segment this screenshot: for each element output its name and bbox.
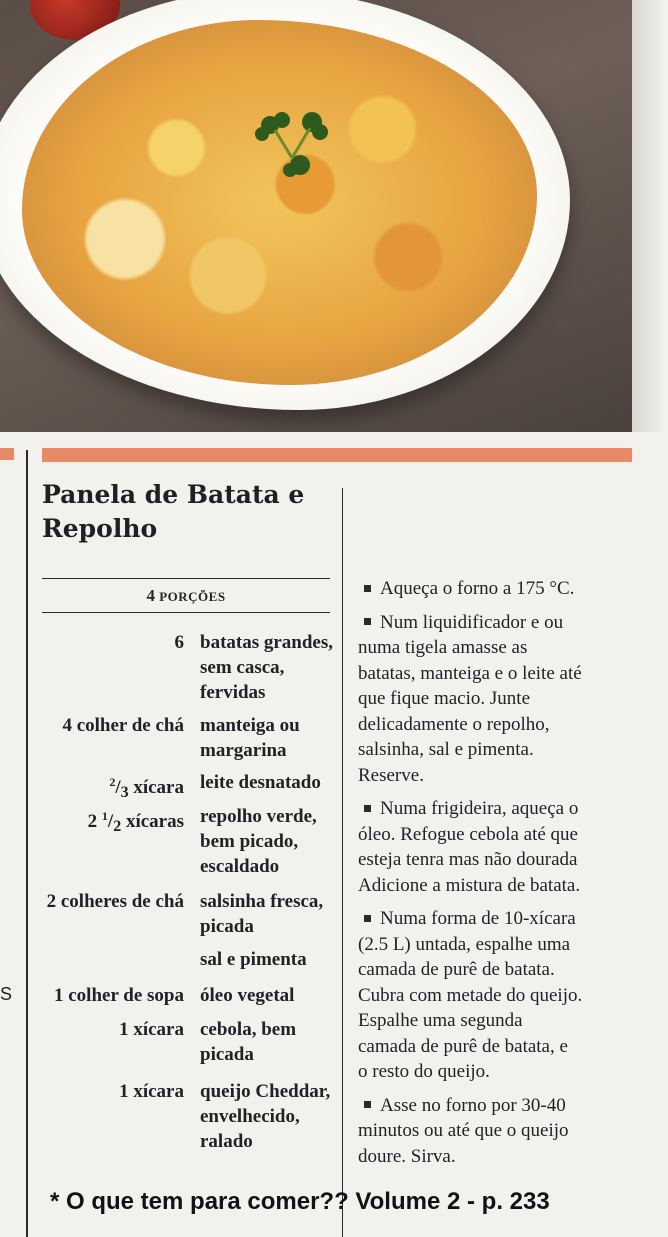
- ingredient-name: [200, 889, 335, 939]
- bullet-icon: [364, 805, 371, 812]
- direction-line: camada de purê de batata.: [358, 959, 555, 980]
- ingredient-name-line: sem casca,: [200, 657, 285, 678]
- direction-line: que fique macio. Junte: [358, 688, 531, 709]
- ingredient-name-line: bem picado,: [200, 831, 299, 852]
- direction-line: numa tigela amasse as: [358, 637, 528, 658]
- direction-line: esteja tenra mas não dourada: [358, 849, 578, 870]
- bullet-icon: [364, 618, 371, 625]
- direction-line: Num liquidificador e ou: [380, 611, 564, 633]
- accent-rule-left: [0, 448, 14, 460]
- servings: [44, 586, 328, 606]
- ingredient-name-line: óleo vegetal: [200, 985, 295, 1006]
- ingredient-name: [200, 983, 335, 1008]
- direction-line: minutos ou até que o queijo: [358, 1120, 569, 1141]
- direction-line: o resto do queijo.: [358, 1061, 490, 1082]
- ingredient-name-line: leite desnatado: [200, 772, 321, 793]
- ingredient-name: [200, 630, 335, 705]
- direction-line: Espalhe uma segunda: [358, 1010, 523, 1031]
- stray-letter: S: [0, 984, 13, 1004]
- ingredient-name-line: escaldado: [200, 856, 280, 877]
- ingredient-qty: 4 colher de chá: [62, 715, 184, 736]
- ingredient-name-line: picada: [200, 916, 254, 937]
- recipe-title: [42, 478, 332, 546]
- accent-rule: [42, 448, 632, 462]
- ingredient-name-line: margarina: [200, 740, 287, 761]
- ingredient-name: [200, 713, 335, 763]
- bullet-icon: [364, 1101, 371, 1108]
- fraction-numerator: 2: [109, 775, 116, 789]
- direction-line: Asse no forno por 30-40: [380, 1094, 566, 1116]
- direction-line: Cubra com metade do queijo.: [358, 984, 583, 1006]
- recipe-photo: [0, 0, 668, 432]
- direction-line: Aqueça o forno a 175 °C.: [380, 578, 575, 599]
- ingredient-qty: 2 $^1/_2$ xícaras: [87, 809, 184, 835]
- direction-step: [358, 796, 648, 898]
- ingredient-name-line: repolho verde,: [200, 806, 317, 827]
- ingredient-name: [200, 947, 335, 972]
- ingredient-name-line: sal e pimenta: [200, 949, 307, 970]
- direction-line: Adicione a mistura de batata.: [358, 874, 581, 896]
- recipe-title-line2: Repolho: [42, 514, 158, 543]
- fraction-denominator: 2: [113, 818, 122, 835]
- ingredient-unit: xícaras: [121, 811, 184, 832]
- source-caption: * O que tem para comer?? Volume 2 - p. 233: [50, 1188, 550, 1215]
- ingredient-name-line: cebola, bem: [200, 1019, 297, 1040]
- center-column-rule: [342, 488, 343, 1237]
- ingredient-unit: xícara: [128, 777, 184, 798]
- ingredient-name-line: salsinha fresca,: [200, 891, 324, 912]
- direction-line: camada de purê de batata, e: [358, 1035, 568, 1057]
- ingredient-qty: $^2/_3$ xícara: [109, 775, 184, 801]
- ingredient-name: [200, 1079, 335, 1154]
- direction-step: [358, 610, 648, 789]
- ingredient-name-line: queijo Cheddar,: [200, 1081, 331, 1102]
- left-column-rule: [26, 450, 28, 1237]
- direction-step: [358, 906, 648, 1085]
- direction-line: Numa forma de 10-xícara: [380, 908, 576, 929]
- ingredient-name-line: manteiga ou: [200, 715, 300, 736]
- fraction-denominator: 3: [120, 784, 129, 801]
- direction-line: Reserve.: [358, 764, 424, 786]
- page-edge: [632, 0, 668, 432]
- ingredient-qty: 1 xícara: [119, 1019, 184, 1040]
- directions: [358, 576, 648, 1177]
- direction-line: batatas, manteiga e o leite até: [358, 662, 582, 684]
- direction-line: (2.5 L) untada, espalhe uma: [358, 933, 571, 955]
- direction-line: delicadamente o repolho,: [358, 713, 550, 735]
- recipe-title-line1: Panela de Batata e: [42, 480, 305, 509]
- ingredient-qty: 2 colheres de chá: [46, 891, 184, 912]
- servings-rule-bottom: [42, 612, 330, 613]
- servings-number: 4: [146, 586, 155, 605]
- ingredient-qty: 1 xícara: [119, 1081, 184, 1102]
- servings-rule-top: [42, 578, 330, 579]
- servings-label: PORÇÕES: [159, 589, 226, 604]
- ingredient-qty: 6: [174, 632, 184, 653]
- ingredient-name-line: fervidas: [200, 682, 266, 703]
- direction-line: Numa frigideira, aqueça o: [380, 798, 579, 819]
- ingredient-qty: 1 colher de sopa: [53, 985, 184, 1006]
- parsley-icon: [250, 110, 330, 180]
- ingredient-name-line: picada: [200, 1044, 254, 1065]
- fraction-numerator: 1: [101, 809, 108, 823]
- direction-line: óleo. Refogue cebola até que: [358, 823, 578, 845]
- direction-line: salsinha, sal e pimenta.: [358, 739, 534, 760]
- ingredient-name: [200, 1017, 335, 1067]
- direction-step: [358, 1093, 648, 1170]
- direction-line: doure. Sirva.: [358, 1145, 456, 1167]
- bullet-icon: [364, 915, 371, 922]
- ingredient-whole: 2: [87, 811, 102, 832]
- gratin-shape: [22, 20, 537, 385]
- ingredient-name: [200, 770, 335, 795]
- direction-step: [358, 576, 648, 602]
- ingredient-name-line: ralado: [200, 1131, 253, 1152]
- bullet-icon: [364, 585, 371, 592]
- ingredient-name-line: envelhecido,: [200, 1106, 300, 1127]
- ingredient-name-line: batatas grandes,: [200, 632, 334, 653]
- ingredient-name: [200, 804, 335, 879]
